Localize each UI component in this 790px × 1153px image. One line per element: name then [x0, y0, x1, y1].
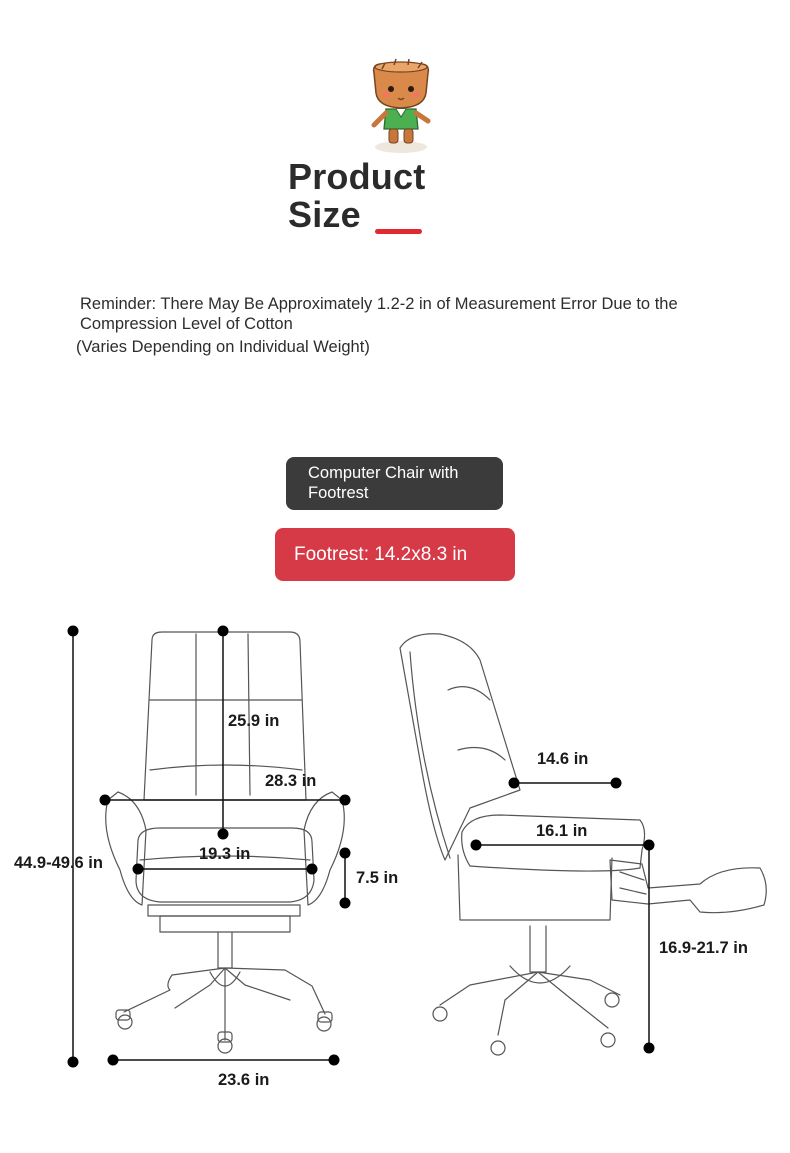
dim-back-depth: 14.6 in: [537, 750, 589, 768]
title-underline: [375, 229, 422, 234]
dim-seat-depth: 16.1 in: [536, 822, 588, 840]
title-line-size: Size: [288, 194, 361, 235]
product-name-badge: [286, 457, 503, 510]
dim-seat-height: 16.9-21.7 in: [659, 939, 748, 957]
chair-dimension-diagram: [0, 600, 790, 1100]
reminder-text: Reminder: There May Be Approximately 1.2-2 in of Measurement Error Due to the Compression Level of Cotton: [80, 295, 678, 333]
reminder-note: (Varies Depending on Individual Weight): [76, 338, 370, 356]
dim-total-height: 44.9-49.6 in: [14, 854, 103, 872]
dim-armrest-width: 28.3 in: [265, 772, 317, 790]
footrest-size-label: Footrest: 14.2x8.3 in: [294, 544, 468, 565]
product-name-label: Computer Chair with Footrest: [308, 464, 459, 502]
chair-front-view: [106, 632, 345, 1053]
page-title: [288, 158, 425, 234]
dim-cushion-thickness: 7.5 in: [356, 869, 399, 887]
mascot-icon: [360, 55, 442, 155]
dim-seat-width: 19.3 in: [199, 845, 251, 863]
title-line-product: Product: [288, 156, 426, 197]
footrest-size-badge: [275, 528, 515, 581]
dim-base-width: 23.6 in: [218, 1071, 270, 1089]
dim-back-height: 25.9 in: [228, 712, 280, 730]
